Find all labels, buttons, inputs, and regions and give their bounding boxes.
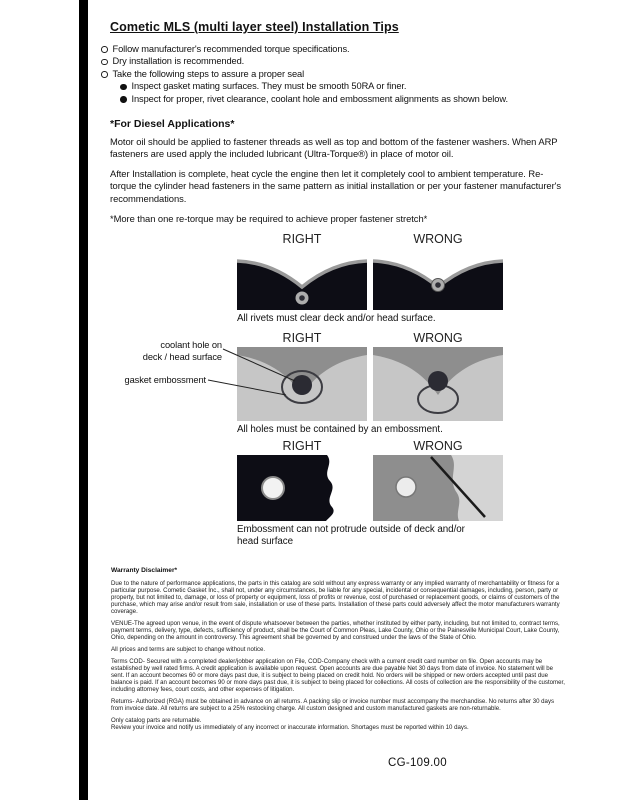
retorque-note: *More than one re-torque may be required to achieve proper fastener stretch* xyxy=(110,212,428,224)
diagram-labels xyxy=(237,331,503,345)
wrong-label: WRONG xyxy=(413,439,463,454)
scan-edge-strip xyxy=(79,0,88,800)
rivets-caption: All rivets must clear deck and/or head surface. xyxy=(237,312,436,324)
tip-text: Follow manufacturer's recommended torque specifications. xyxy=(112,44,350,54)
embossment-wrong-figure xyxy=(373,455,503,521)
right-label: RIGHT xyxy=(282,330,322,345)
holes-right-figure xyxy=(237,347,367,421)
diagram-labels xyxy=(237,232,503,246)
diagram-panels xyxy=(237,248,503,310)
tip-text: Dry installation is recommended. xyxy=(112,56,245,67)
disclaimer-paragraph: Terms COD- Secured with a completed dealer/jobber application on File, COD-Company check with a current credit card number on file. Open accounts may be established by well rated firms. A credit application is available upon request. Open accounts are due payable Net 30 days from date of invoice. No statement will be sent. If an account becomes 60 or more days past due, it is subject to being placed on credit hold. No orders will be shipped or new orders accepted until past due balance is paid. If an account becomes 90 or more days past due, it is subject to being placed for collections. All costs of collection are the responsibility of the customer, including attorney fees, court costs, and other expenses of litigation. xyxy=(111,657,565,693)
tip-text: Take the following steps to assure a proper seal xyxy=(112,68,305,79)
callout-text: deck / head surface xyxy=(142,351,222,362)
bullet-marker xyxy=(120,96,127,103)
rivet-wrong-figure xyxy=(373,248,503,310)
bullet-marker xyxy=(101,71,108,78)
page-code: CG-109.00 xyxy=(388,757,447,769)
diesel-applications-heading: *For Diesel Applications* xyxy=(110,117,235,130)
disclaimer-paragraph: All prices and terms are subject to change without notice. xyxy=(111,645,266,653)
disclaimer-paragraph: Due to the nature of performance applications, the parts in this catalog are sold without any express warranty or any implied warranty of merchantability or fitness for a particular purpose. Cometic Gasket Inc., shall not, under any circumstances, be liable for any special, incidental or consequential damages, including, person, party or property, but not limited to, damage, or loss of property or equipment, loss of profits or revenue, cost of purchased or replacement goods, or claims of customers of the purchase, which may arise and/or result from sale, installation or use of these parts. Installation of these parts could adversely affect the motor manufacturers warranty coverage. xyxy=(111,579,560,615)
tips-list xyxy=(101,44,590,105)
diesel-paragraph: Motor oil should be applied to fastener threads as well as top and bottom of the fastener washers. When ARP fasteners are used apply the included lubricant (Ultra-Torque®) in place of motor oil. xyxy=(110,135,558,159)
diagram-panels xyxy=(237,347,503,421)
disclaimer-paragraph: Returns- Authorized (RGA) must be obtained in advance on all returns. A packing slip or invoice number must accompany the merchandise. No returns after 30 days from invoice date. All returns are subject to a 25% restocking charge. All custom designed and custom manufactured gaskets are non-returnable. xyxy=(111,697,555,712)
bullet-marker xyxy=(120,84,127,91)
disclaimer-paragraph: VENUE-The agreed upon venue, in the event of dispute whatsoever between the parties, whether instituted by either party, including, but not limited to, contract terms, payment terms, delivery, type, defects, sufficiency of product, shall be the Court of Common Pleas, Lake County, Ohio or the Painesville Municipal Court, Lake County, Ohio, depending on the amount in controversy. This agreement shall be governed by and construed under the laws of the State of Ohio. xyxy=(111,619,560,641)
wrong-label: WRONG xyxy=(413,231,463,246)
warranty-disclaimer-heading: Warranty Disclaimer* xyxy=(111,566,178,574)
tip-item xyxy=(101,69,590,80)
diagram-row-embossment xyxy=(96,439,590,547)
holes-caption: All holes must be contained by an embossment. xyxy=(237,423,443,435)
embossment-right-figure xyxy=(237,455,367,521)
tip-item xyxy=(101,56,590,67)
sub-tip-item xyxy=(120,94,590,105)
bullet-marker xyxy=(101,59,108,66)
embossment-caption: Embossment can not protrude outside of deck and/or head surface xyxy=(237,524,465,547)
diagram-panels xyxy=(237,455,503,521)
right-label: RIGHT xyxy=(282,439,322,454)
warranty-disclaimer xyxy=(111,567,567,731)
tip-text: Inspect for proper, rivet clearance, coolant hole and embossment alignments as shown below. xyxy=(131,93,508,104)
diagram-row-rivets xyxy=(96,232,590,324)
rivet-right-figure xyxy=(237,248,367,310)
tip-item xyxy=(101,44,590,55)
callout-text: coolant hole on xyxy=(160,339,222,350)
page-title: Cometic MLS (multi layer steel) Installation Tips xyxy=(110,20,399,34)
holes-wrong-figure xyxy=(373,347,503,421)
right-label: RIGHT xyxy=(282,231,322,246)
tip-text: Inspect gasket mating surfaces. They must be smooth 50RA or finer. xyxy=(131,81,407,92)
gasket-embossment-callout: gasket embossment xyxy=(124,374,206,385)
sub-tip-item xyxy=(120,81,590,92)
disclaimer-paragraph: Review your invoice and notify us immediately of any incorrect or inaccurate information. Shortages must be reported within 10 days. xyxy=(111,723,469,731)
disclaimer-paragraph: Only catalog parts are returnable. xyxy=(111,716,202,724)
bullet-marker xyxy=(101,46,108,53)
diagram-row-holes xyxy=(96,331,590,435)
coolant-hole-callout xyxy=(122,340,222,363)
page-content xyxy=(96,14,590,736)
wrong-label: WRONG xyxy=(413,330,463,345)
diagram-labels xyxy=(237,439,503,453)
diesel-paragraph: After Installation is complete, heat cycle the engine then let it completely cool to ambient temperature. Re-torque the cylinder head fasteners in the same pattern as initial installation or per your fastener manufacturer's recommendations. xyxy=(110,168,562,204)
